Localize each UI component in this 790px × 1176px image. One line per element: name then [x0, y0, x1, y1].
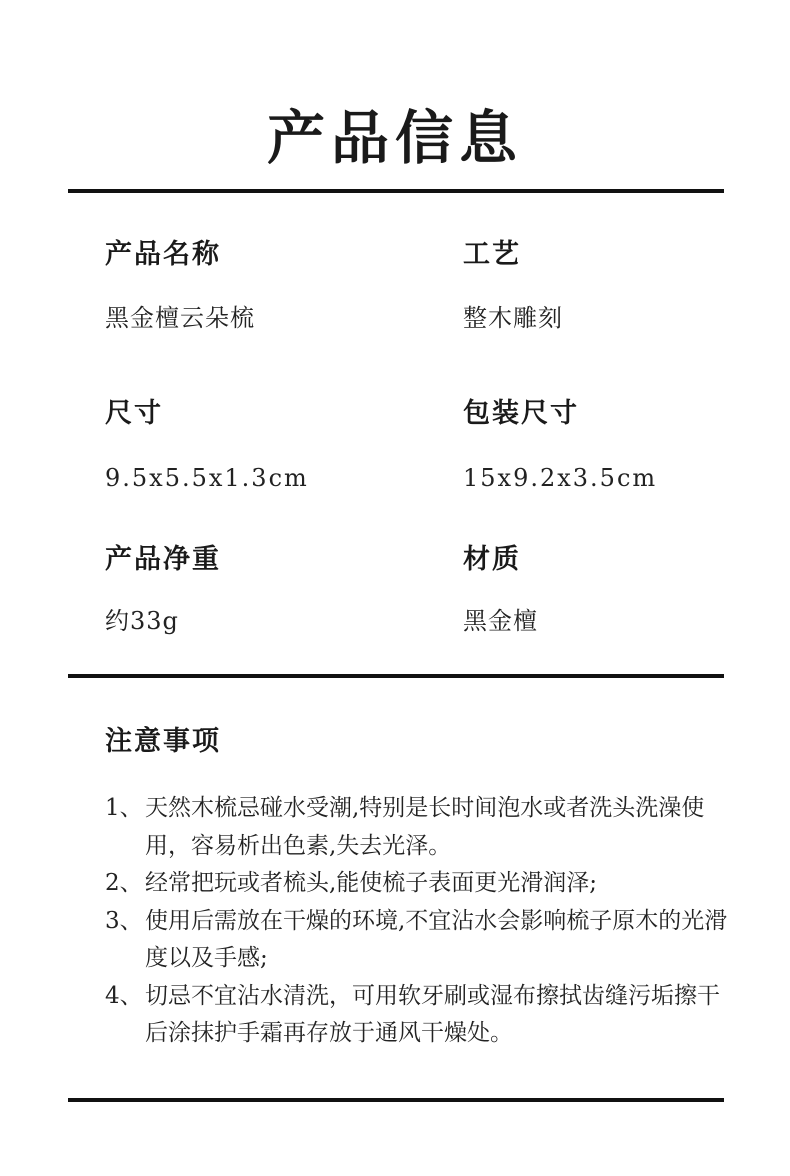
spec-value-net-weight: 约33g	[105, 607, 179, 635]
spec-label-material: 材质	[463, 544, 521, 575]
notice-item-number: 4、	[105, 982, 143, 1009]
page-title: 产品信息	[266, 103, 523, 172]
notice-item-text: 使用后需放在干燥的环境,不宜沾水会影响梳子原木的光滑度以及手感;	[145, 907, 728, 971]
notice-item	[105, 865, 730, 903]
spec-value-package-size: 15x9.2x3.5cm	[463, 464, 658, 492]
spec-label-net-weight: 产品净重	[105, 544, 221, 575]
spec-label-craft: 工艺	[463, 239, 521, 270]
notice-item	[105, 903, 730, 978]
notice-title: 注意事项	[105, 726, 221, 757]
spec-label-size: 尺寸	[105, 398, 163, 429]
notice-list	[105, 790, 730, 1053]
notice-item-number: 3、	[105, 907, 143, 934]
notice-item-number: 2、	[105, 870, 143, 896]
spec-value-size: 9.5x5.5x1.3cm	[105, 464, 309, 492]
top-divider	[68, 189, 724, 193]
bottom-divider	[68, 1098, 724, 1102]
notice-item-text: 经常把玩或者梳头,能使梳子表面更光滑润泽;	[145, 870, 598, 896]
notice-item	[105, 978, 730, 1053]
spec-value-product-name: 黑金檀云朵梳	[105, 304, 255, 332]
notice-item-number: 1、	[105, 795, 143, 821]
spec-value-craft: 整木雕刻	[463, 304, 563, 332]
spec-value-material: 黑金檀	[463, 607, 538, 635]
notice-item-text: 切忌不宜沾水清洗，可用软牙刷或湿布擦拭齿缝污垢擦干后涂抹护手霜再存放于通风干燥处。	[145, 982, 720, 1046]
spec-label-product-name: 产品名称	[105, 239, 221, 270]
spec-label-package-size: 包装尺寸	[463, 398, 579, 429]
notice-item	[105, 790, 730, 865]
middle-divider	[68, 674, 724, 678]
notice-item-text: 天然木梳忌碰水受潮,特别是长时间泡水或者洗头洗澡使用，容易析出色素,失去光泽。	[145, 795, 705, 859]
